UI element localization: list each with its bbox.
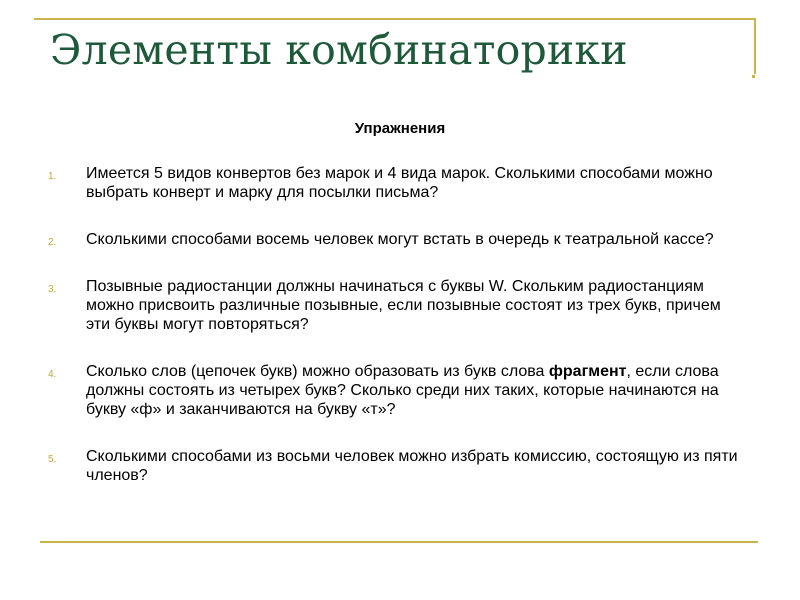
exercise-text: Сколькими способами из восьми человек можно избрать комиссию, состоящую из пяти членов? xyxy=(86,448,738,484)
section-subtitle: Упражнения xyxy=(354,120,446,137)
exercise-text: Имеется 5 видов конвертов без марок и 4 вида марок. Сколькими способами можно выбрать конверт и марку для посылки письма? xyxy=(86,165,713,201)
exercise-text-before: Сколько слов (цепочек букв) можно образовать из букв слова xyxy=(86,363,549,380)
title-frame-right-line xyxy=(754,18,756,74)
exercise-list xyxy=(48,164,738,513)
exercise-number: 3. xyxy=(48,284,57,295)
exercise-item-5 xyxy=(48,447,738,485)
exercise-bold-word: фрагмент xyxy=(548,363,627,380)
exercise-number: 5. xyxy=(48,454,57,465)
title-frame-top-line xyxy=(34,18,756,20)
exercise-text-after: , если слова должны состоять из четырех букв? Сколько среди них таких, которые начинаются на букву «ф» и заканчиваются на букву «т»? xyxy=(86,363,719,418)
exercise-number: 2. xyxy=(48,237,57,248)
exercise-item-3 xyxy=(48,277,738,334)
exercise-item-2 xyxy=(48,230,738,249)
exercise-number: 4. xyxy=(48,369,57,380)
slide-title: Элементы комбинаторики xyxy=(50,26,628,74)
exercise-text: Позывные радиостанции должны начинаться с буквы W. Скольким радиостанциям можно присвоить различные позывные, если позывные состоят из трех букв, причем эти буквы могут повторяться? xyxy=(86,278,721,333)
title-frame-dot xyxy=(752,75,755,78)
exercise-item-1 xyxy=(48,164,738,202)
exercise-number: 1. xyxy=(48,171,57,182)
bottom-divider-line xyxy=(40,541,758,543)
exercise-text: Сколькими способами восемь человек могут встать в очередь к театральной кассе? xyxy=(86,231,714,248)
exercise-item-4 xyxy=(48,362,738,419)
